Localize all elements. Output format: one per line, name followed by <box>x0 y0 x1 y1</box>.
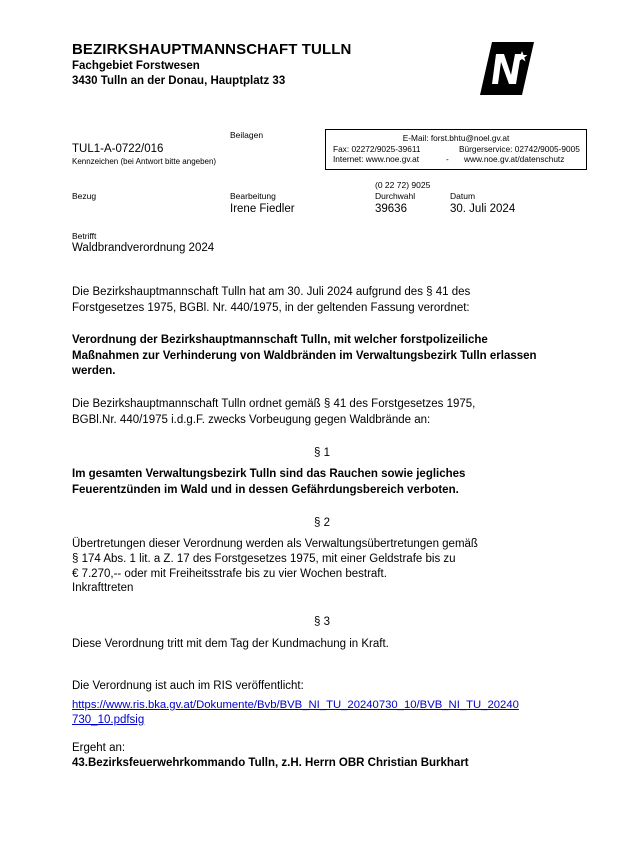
ordinance-title: Verordnung der Bezirkshauptmannschaft Tulln, mit welcher forstpolizeiliche Maßnahmen zur Verhinderung von Waldbränden im Verwaltungsbezirk Tulln erlassen werden. <box>72 334 537 377</box>
bearbeitung-value: Irene Fiedler <box>230 203 295 215</box>
bearbeitung-label: Bearbeitung <box>230 191 276 201</box>
ris-link-line-2[interactable]: 730_10.pdfsig <box>72 714 145 726</box>
contact-buergerservice: Bürgerservice: 02742/9005-9005 <box>459 143 580 154</box>
section-2-line-4: Inkrafttreten <box>72 582 134 594</box>
authority-title: BEZIRKSHAUPTMANNSCHAFT TULLN <box>72 41 352 58</box>
department-name: Fachgebiet Forstwesen <box>72 60 200 72</box>
intro-paragraph: Die Bezirkshauptmannschaft Tulln hat am 30. Juli 2024 aufgrund des § 41 des Forstgesetzes 1975, BGBl. Nr. 440/1975, in der geltenden Fassung verordnet: <box>72 286 471 314</box>
contact-box <box>325 129 587 170</box>
durchwahl-value: 39636 <box>375 203 407 215</box>
section-3-heading: § 3 <box>314 616 330 628</box>
section-1-heading: § 1 <box>314 447 330 459</box>
section-2-heading: § 2 <box>314 517 330 529</box>
noe-logo-icon <box>480 42 534 95</box>
contact-internet[interactable]: Internet: www.noe.gv.at <box>333 154 420 164</box>
durchwahl-label: Durchwahl <box>375 191 416 201</box>
contact-email[interactable]: E-Mail: forst.bhtu@noel.gv.at <box>402 133 510 143</box>
contact-fax: Fax: 02272/9025-39611 <box>333 143 421 154</box>
section-2-line-1: Übertretungen dieser Verordnung werden als Verwaltungsübertretungen gemäß <box>72 538 478 550</box>
recipient-entry <box>72 756 572 772</box>
contact-privacy[interactable]: www.noe.gv.at/datenschutz <box>464 154 565 164</box>
section-1-text: Im gesamten Verwaltungsbezirk Tulln sind das Rauchen sowie jegliches Feuerentzünden im Wald und in dessen Gefährdungsbereich verboten. <box>72 468 466 496</box>
recipients-label: Ergeht an: <box>72 742 126 754</box>
recipient-number: 43. <box>72 757 88 769</box>
ris-link-line-1[interactable]: https://www.ris.bka.gv.at/Dokumente/Bvb/BVB_NI_TU_20240730_10/BVB_NI_TU_20240 <box>72 699 519 711</box>
section-2-line-2: § 174 Abs. 1 lit. a Z. 17 des Forstgesetzes 1975, mit einer Geldstrafe bis zu <box>72 553 456 565</box>
subject-label: Betrifft <box>72 231 97 241</box>
beilagen-label: Beilagen <box>230 130 264 140</box>
phone-prefix: (0 22 72) 9025 <box>375 180 431 190</box>
contact-separator: - <box>446 154 449 164</box>
noe-logo <box>480 42 534 95</box>
bezug-label: Bezug <box>72 191 97 201</box>
reference-hint: Kennzeichen (bei Antwort bitte angeben) <box>72 157 217 166</box>
subject-value: Waldbrandverordnung 2024 <box>72 242 215 254</box>
ris-note: Die Verordnung ist auch im RIS veröffentlicht: <box>72 680 304 692</box>
preamble-paragraph: Die Bezirkshauptmannschaft Tulln ordnet gemäß § 41 des Forstgesetzes 1975, BGBl.Nr. 440/1975 i.d.g.F. zwecks Vorbeugung gegen Waldbrände an: <box>72 398 476 426</box>
reference-number: TUL1-A-0722/016 <box>72 143 164 155</box>
recipient-name: Bezirksfeuerwehrkommando Tulln, z.H. Herrn OBR Christian Burkhart <box>88 757 469 769</box>
datum-value: 30. Juli 2024 <box>450 203 516 215</box>
section-3-text: Diese Verordnung tritt mit dem Tag der Kundmachung in Kraft. <box>72 638 389 650</box>
section-2-line-3: € 7.270,-- oder mit Freiheitsstrafe bis zu vier Wochen bestraft. <box>72 568 387 580</box>
datum-label: Datum <box>450 191 476 201</box>
authority-address: 3430 Tulln an der Donau, Hauptplatz 33 <box>72 75 286 87</box>
